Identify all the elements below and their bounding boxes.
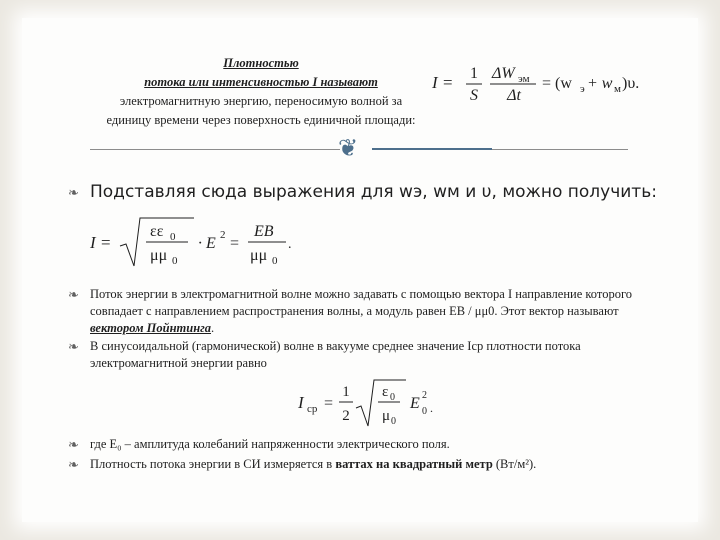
formula-bottom-e-sub: 0: [422, 406, 427, 417]
formula-bottom-e-sup: 2: [422, 390, 427, 401]
formula-top-lhs: I =: [432, 73, 454, 92]
formula-top-num2: ΔW: [492, 65, 515, 82]
bullet-icon: ❧: [68, 438, 79, 453]
formula-bottom-den2-sub: 0: [391, 416, 396, 427]
intro-text: [80, 54, 442, 130]
bullet-icon: ❧: [68, 458, 79, 473]
bullet-icon: ❧: [68, 340, 79, 355]
paragraph-poynting-text: Поток энергии в электромагнитной волне можно задавать с помощью вектора I направление которого совпадает с направлением распространения волны, а модуль равен EB / μμ0. Этот вектор называют: [90, 287, 633, 318]
formula-bottom-e: E: [410, 395, 420, 412]
intro-line-3: электромагнитную энергию, переносимую волной за: [119, 94, 403, 108]
formula-bottom-eq: =: [324, 395, 334, 412]
formula-top-rhs: = (w: [542, 75, 572, 92]
formula-mid-num: εε: [150, 223, 164, 240]
formula-mid-mult: · E: [198, 235, 216, 252]
formula-mid-den2-sub: 0: [272, 255, 278, 267]
formula-mid-den: μμ: [150, 247, 168, 264]
divider-right: [492, 149, 628, 150]
formula-poynting: [82, 210, 342, 272]
intro-line-1: Плотностью: [223, 56, 299, 70]
heading-text: Подставляя сюда выражения для wэ, wм и υ, можно получить:: [90, 182, 657, 202]
formula-top-den1: S: [470, 87, 478, 104]
formula-top-rhs-end: )υ.: [622, 75, 640, 92]
formula-mid-end: .: [288, 237, 292, 252]
formula-mid-den2: μμ: [250, 247, 268, 264]
formula-mid-den-sub: 0: [172, 255, 178, 267]
formula-bottom-lhs-sub: ср: [307, 403, 318, 415]
formula-mid-sup: 2: [220, 229, 226, 241]
divider-ornament-icon: ❦: [338, 134, 359, 162]
formula-bottom-end: .: [430, 401, 433, 415]
divider-left: [90, 149, 340, 150]
paragraph-poynting: [90, 286, 656, 337]
paragraph-units-text: Плотность потока энергии в СИ измеряется в: [90, 457, 336, 471]
divider-center: [372, 148, 492, 150]
paragraph-sinusoidal: В синусоидальной (гармонической) волне в вакууме среднее значение Iср плотности потока электромагнитной энергии равно: [90, 339, 581, 370]
paragraph-poynting-end: .: [211, 321, 215, 335]
formula-bottom-den: 2: [342, 408, 350, 424]
formula-average-intensity: [294, 374, 474, 432]
bullet-icon: ❧: [68, 186, 79, 201]
formula-top-rhs-mid: + w: [587, 75, 613, 92]
formula-bottom-num2: ε: [382, 384, 389, 400]
slide: [22, 18, 698, 522]
formula-top-num2-sub: эм: [518, 73, 530, 85]
formula-mid-lhs: I =: [90, 233, 112, 252]
formula-bottom-den2: μ: [382, 408, 391, 424]
formula-mid-num2: EB: [254, 223, 274, 240]
paragraph-units-end: (Вт/м²).: [492, 457, 537, 471]
formula-mid-num-sub: 0: [170, 231, 176, 243]
formula-top-den2: Δt: [507, 87, 521, 104]
formula-top-rhs-sub2: м: [614, 83, 621, 95]
intro-line-2: потока или интенсивностью I называют: [144, 75, 378, 89]
intro-line-4: единицу времени через поверхность единичной площади:: [106, 113, 416, 127]
formula-intensity: [430, 54, 690, 110]
paragraph-units: [90, 456, 656, 473]
units-term: ваттах на квадратный метр: [335, 457, 493, 471]
formula-bottom-num: 1: [342, 384, 350, 400]
formula-top-num1: 1: [470, 65, 478, 82]
bullet-icon: ❧: [68, 288, 79, 303]
poynting-vector-term: вектором Пойнтинга: [90, 321, 212, 335]
formula-bottom-num2-sub: 0: [390, 392, 395, 403]
formula-mid-eq: =: [230, 235, 240, 252]
paragraph-amplitude: где E₀ – амплитуда колебаний напряженности электрического поля.: [90, 437, 450, 451]
formula-bottom-lhs: I: [298, 393, 304, 412]
formula-top-rhs-sub1: э: [580, 83, 585, 95]
